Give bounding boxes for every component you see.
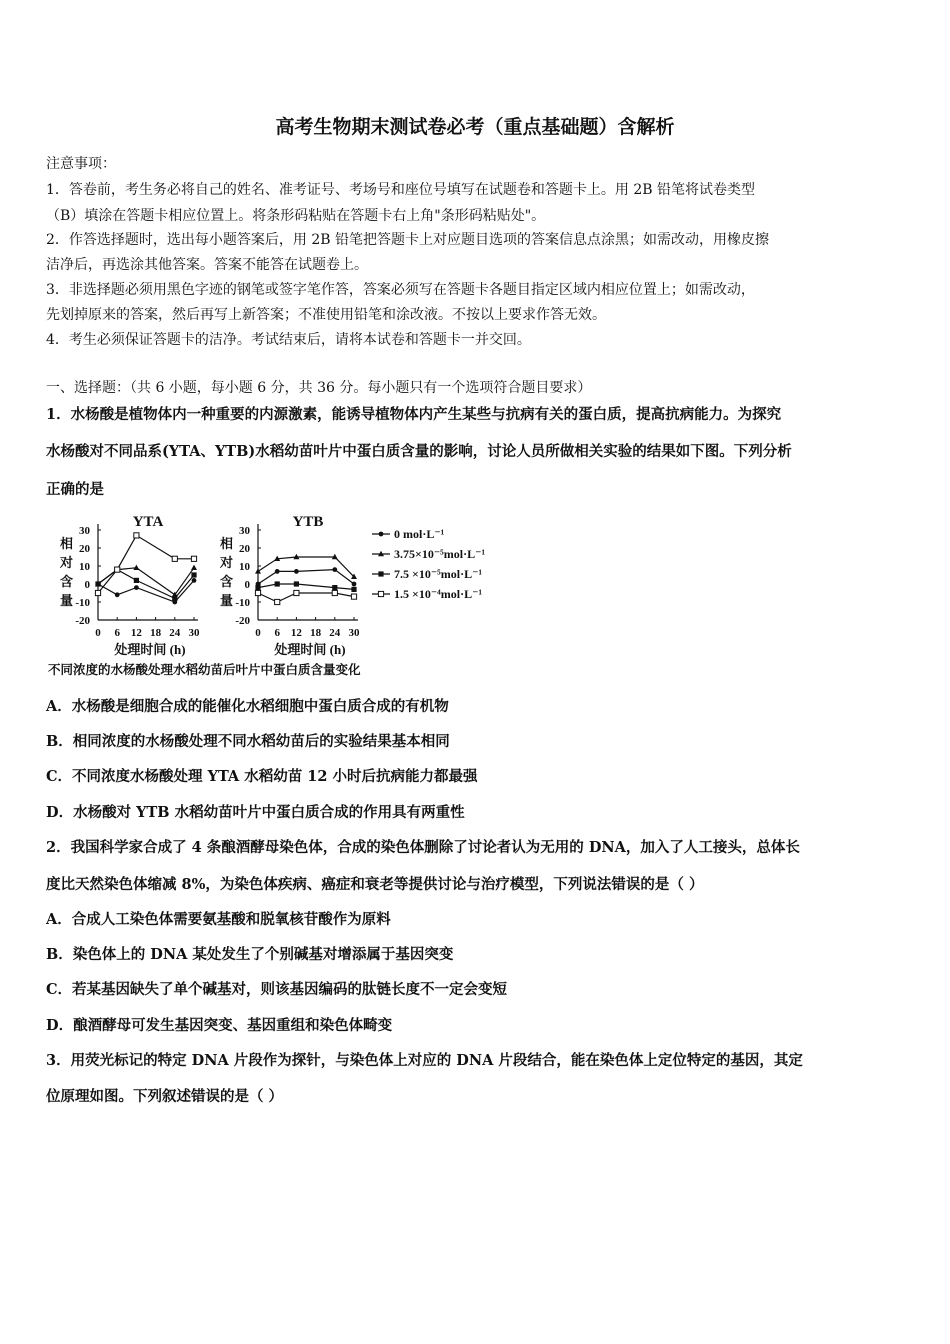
series-line (98, 580, 194, 602)
data-point (191, 572, 196, 577)
y-tick-label: 20 (239, 543, 250, 555)
data-point (191, 565, 197, 570)
notice-heading: 注意事项： (46, 156, 116, 172)
data-point (191, 556, 196, 561)
data-point (294, 569, 299, 574)
series-line (258, 593, 354, 602)
chart-caption: 不同浓度的水杨酸处理水稻幼苗后叶片中蛋白质含量变化 (48, 663, 361, 677)
page-title: 高考生物期末测试卷必考（重点基础题）含解析 (275, 116, 675, 138)
notice-line: 先划掉原来的答案，然后再写上新答案；不准使用铅笔和涂改液。不按以上要求作答无效。 (46, 307, 606, 323)
data-point (332, 585, 337, 590)
legend-label: 1.5 ×10⁻⁴mol·L⁻¹ (394, 587, 483, 601)
legend-label: 0 mol·L⁻¹ (394, 527, 445, 541)
ylabel-char: 量 (220, 593, 234, 608)
q1-stem-line: 正确的是 (46, 481, 104, 498)
x-tick-label: 6 (274, 627, 280, 639)
data-point (95, 581, 100, 586)
data-point (351, 587, 356, 592)
y-tick-label: -10 (235, 597, 250, 609)
legend-marker (379, 532, 384, 537)
y-tick-label: 0 (244, 579, 250, 591)
notice-line: 4．考生必须保证答题卡的洁净。考试结束后，请将本试卷和答题卡一并交回。 (46, 332, 531, 348)
ylabel-char: 对 (60, 555, 74, 570)
legend-label: 7.5 ×10⁻⁵mol·L⁻¹ (394, 567, 483, 581)
q2-option-a: A．合成人工染色体需要氨基酸和脱氧核苷酸作为原料 (46, 911, 391, 928)
data-point (275, 599, 280, 604)
data-point (115, 567, 120, 572)
x-axis-label: 处理时间 (h) (114, 642, 186, 657)
y-tick-label: 10 (79, 561, 90, 573)
x-tick-label: 18 (310, 627, 322, 639)
data-point (115, 592, 120, 597)
q1-option-b: B．相同浓度的水杨酸处理不同水稻幼苗后的实验结果基本相同 (46, 733, 450, 750)
data-point (294, 581, 299, 586)
q2-option-b: B．染色体上的 DNA 某处发生了个别碱基对增添属于基因突变 (46, 946, 454, 963)
x-tick-label: 24 (329, 627, 341, 639)
y-tick-label: 20 (79, 543, 90, 555)
data-point (133, 565, 139, 570)
q1-option-c: C．不同浓度水杨酸处理 YTA 水稻幼苗 12 小时后抗病能力都最强 (46, 768, 478, 785)
x-tick-label: 6 (114, 627, 120, 639)
data-point (172, 556, 177, 561)
y-tick-label: -20 (75, 615, 90, 627)
section-heading: 一、选择题：（共 6 小题，每小题 6 分，共 36 分。每小题只有一个选项符合题目要求） (46, 380, 592, 396)
q1-option-d: D．水杨酸对 YTB 水稻幼苗叶片中蛋白质合成的作用具有两重性 (46, 804, 465, 821)
q2-stem-line: 度比天然染色体缩减 8%，为染色体疾病、癌症和衰老等提供讨论与治疗模型，下列说法错误的是（ ） (46, 876, 704, 893)
x-tick-label: 12 (130, 627, 142, 639)
q3-stem-line: 位原理如图。下列叙述错误的是（ ） (46, 1088, 284, 1105)
y-tick-label: 30 (79, 525, 90, 537)
legend-label: 3.75×10⁻⁵mol·L⁻¹ (394, 547, 486, 561)
legend-marker (378, 591, 383, 596)
series-line (258, 584, 354, 589)
x-tick-label: 0 (95, 627, 101, 639)
x-tick-label: 30 (348, 627, 360, 639)
ylabel-char: 含 (220, 574, 234, 589)
data-point (95, 590, 100, 595)
data-point (275, 569, 280, 574)
notice-line: 3．非选择题必须用黑色字迹的钢笔或签字笔作答，答案必须写在答题卡各题目指定区域内相应位置上；如需改动， (46, 282, 755, 298)
q2-stem-line: 2．我国科学家合成了 4 条酿酒酵母染色体，合成的染色体删除了讨论者认为无用的 DNA，加入了人工接头，总体长 (46, 839, 800, 856)
notice-line: （B）填涂在答题卡相应位置上。将条形码粘贴在答题卡右上角"条形码粘贴处"。 (46, 208, 546, 224)
data-point (192, 578, 197, 583)
data-point (255, 585, 260, 590)
ylabel-char: 对 (220, 555, 234, 570)
q1-stem-line: 1．水杨酸是植物体内一种重要的内源激素，能诱导植物体内产生某些与抗病有关的蛋白质，提高抗病能力。为探究 (46, 406, 782, 423)
notice-line: 1．答卷前，考生务必将自己的姓名、准考证号、考场号和座位号填写在试题卷和答题卡上。用 2B 铅笔将试卷类型 (46, 182, 755, 198)
legend-marker (378, 571, 383, 576)
y-tick-label: 10 (239, 561, 250, 573)
q2-option-d: D．酿酒酵母可发生基因突变、基因重组和染色体畸变 (46, 1017, 393, 1034)
notice-line: 2．作答选择题时，选出每小题答案后，用 2B 铅笔把答题卡上对应题目选项的答案信息点涂黑；如需改动，用橡皮擦 (46, 232, 769, 248)
y-tick-label: 30 (239, 525, 250, 537)
x-tick-label: 18 (150, 627, 162, 639)
y-tick-label: -20 (235, 615, 250, 627)
y-tick-label: -10 (75, 597, 90, 609)
data-point (294, 590, 299, 595)
data-point (332, 567, 337, 572)
x-tick-label: 30 (188, 627, 200, 639)
data-point (255, 590, 260, 595)
panel-title-1: YTB (292, 514, 324, 530)
chart-svg (46, 510, 516, 685)
data-point (134, 578, 139, 583)
data-point (332, 590, 337, 595)
data-point (134, 533, 139, 538)
data-point (172, 596, 177, 601)
y-tick-label: 0 (84, 579, 90, 591)
notice-line: 洁净后，再选涂其他答案。答案不能答在试题卷上。 (46, 257, 368, 273)
ylabel-char: 量 (60, 593, 74, 608)
x-axis-label: 处理时间 (h) (274, 642, 346, 657)
data-point (275, 581, 280, 586)
data-point (255, 568, 261, 573)
q1-option-a: A．水杨酸是细胞合成的能催化水稻细胞中蛋白质合成的有机物 (46, 698, 449, 715)
ylabel-char: 含 (60, 574, 74, 589)
q3-stem-line: 3．用荧光标记的特定 DNA 片段作为探针，与染色体上对应的 DNA 片段结合，能在染色体上定位特定的基因，其定 (46, 1052, 803, 1069)
data-point (352, 582, 357, 587)
x-tick-label: 24 (169, 627, 181, 639)
x-tick-label: 12 (290, 627, 302, 639)
q2-option-c: C．若某基因缺失了单个碱基对，则该基因编码的肽链长度不一定会变短 (46, 981, 508, 998)
series-line (258, 570, 354, 584)
protein-content-chart (46, 510, 516, 685)
q1-stem-line: 水杨酸对不同品系(YTA、YTB)水稻幼苗叶片中蛋白质含量的影响，讨论人员所做相关实验的结果如下图。下列分析 (46, 443, 792, 460)
data-point (351, 594, 356, 599)
x-tick-label: 0 (255, 627, 261, 639)
panel-title-0: YTA (132, 514, 164, 530)
data-point (134, 585, 139, 590)
ylabel-char: 相 (60, 536, 74, 551)
ylabel-char: 相 (220, 536, 234, 551)
